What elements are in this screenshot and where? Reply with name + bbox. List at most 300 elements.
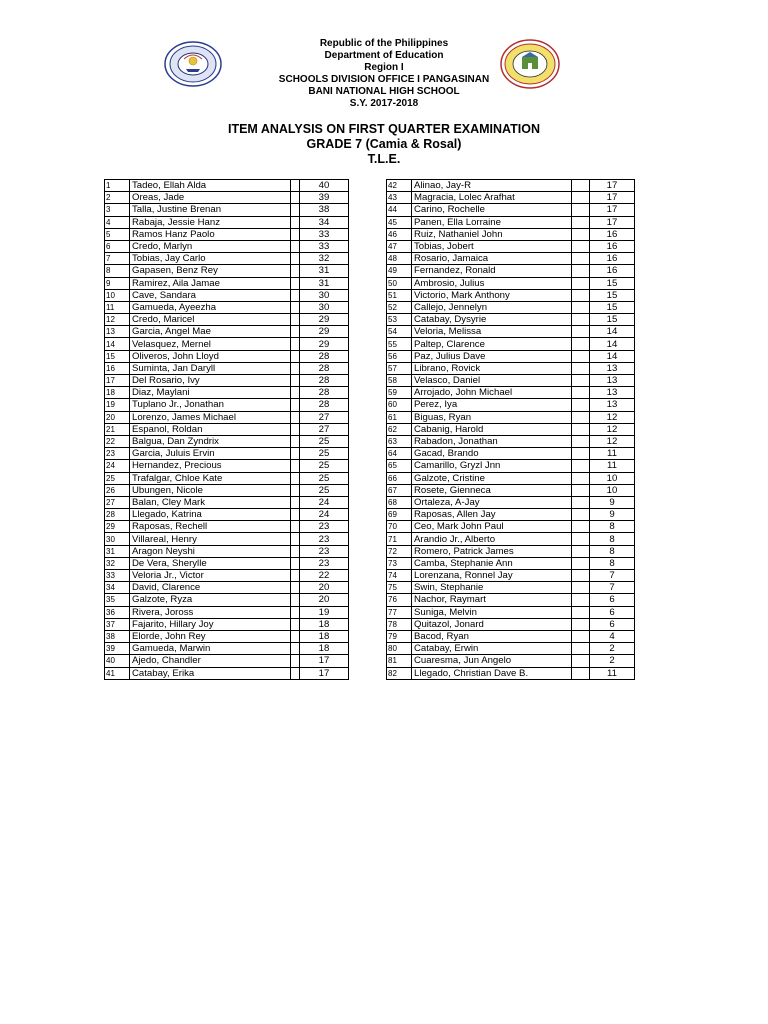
student-name: Camarillo, Gryzl Jnn: [412, 460, 572, 472]
table-row: [387, 509, 635, 521]
student-name: Ramos Hanz Paolo: [130, 228, 291, 240]
row-number: 61: [387, 411, 412, 423]
row-number: 21: [105, 423, 130, 435]
student-score: 27: [300, 411, 349, 423]
spacer-cell: [291, 423, 300, 435]
spacer-cell: [572, 667, 590, 679]
table-row: [105, 301, 349, 313]
table-row: [105, 253, 349, 265]
spacer-cell: [572, 265, 590, 277]
student-name: Lorenzo, James Michael: [130, 411, 291, 423]
spacer-cell: [291, 435, 300, 447]
title-grade: GRADE 7 (Camia & Rosal): [306, 137, 462, 151]
table-row: [387, 350, 635, 362]
spacer-cell: [291, 399, 300, 411]
spacer-cell: [291, 240, 300, 252]
document-header: [0, 38, 768, 110]
spacer-cell: [572, 484, 590, 496]
row-number: 67: [387, 484, 412, 496]
student-score: 9: [590, 509, 635, 521]
student-name: Biguas, Ryan: [412, 411, 572, 423]
student-name: Balan, Cley Mark: [130, 496, 291, 508]
student-name: Tadeo, Ellah Alda: [130, 180, 291, 192]
spacer-cell: [291, 362, 300, 374]
row-number: 36: [105, 606, 130, 618]
spacer-cell: [572, 606, 590, 618]
table-row: [387, 326, 635, 338]
row-number: 22: [105, 435, 130, 447]
spacer-cell: [291, 630, 300, 642]
row-number: 38: [105, 630, 130, 642]
row-number: 64: [387, 448, 412, 460]
spacer-cell: [291, 545, 300, 557]
student-score: 18: [300, 618, 349, 630]
table-row: [387, 192, 635, 204]
row-number: 46: [387, 228, 412, 240]
table-row: [387, 289, 635, 301]
row-number: 42: [387, 180, 412, 192]
student-name: Galzote, Cristine: [412, 472, 572, 484]
row-number: 63: [387, 435, 412, 447]
row-number: 49: [387, 265, 412, 277]
row-number: 62: [387, 423, 412, 435]
row-number: 23: [105, 448, 130, 460]
student-name: Arrojado, John Michael: [412, 387, 572, 399]
student-name: Gacad, Brando: [412, 448, 572, 460]
student-name: Suminta, Jan Daryll: [130, 362, 291, 374]
student-score: 29: [300, 314, 349, 326]
student-name: Veloria Jr., Victor: [130, 570, 291, 582]
row-number: 77: [387, 606, 412, 618]
row-number: 24: [105, 460, 130, 472]
row-number: 55: [387, 338, 412, 350]
student-name: Rabadon, Jonathan: [412, 435, 572, 447]
table-row: [105, 448, 349, 460]
table-row: [105, 180, 349, 192]
row-number: 44: [387, 204, 412, 216]
student-name: Fajarito, Hillary Joy: [130, 618, 291, 630]
table-row: [105, 594, 349, 606]
row-number: 68: [387, 496, 412, 508]
student-name: Velasquez, Mernel: [130, 338, 291, 350]
table-row: [387, 314, 635, 326]
student-name: Gamueda, Ayeezha: [130, 301, 291, 313]
scores-table-left: [104, 179, 349, 680]
student-score: 25: [300, 472, 349, 484]
table-row: [105, 216, 349, 228]
student-score: 33: [300, 228, 349, 240]
student-name: Rosario, Jamaica: [412, 253, 572, 265]
student-score: 7: [590, 570, 635, 582]
student-score: 28: [300, 362, 349, 374]
student-score: 17: [300, 667, 349, 679]
table-row: [105, 655, 349, 667]
student-score: 8: [590, 533, 635, 545]
table-row: [387, 423, 635, 435]
student-score: 16: [590, 240, 635, 252]
student-score: 32: [300, 253, 349, 265]
spacer-cell: [291, 557, 300, 569]
student-name: Cabanig, Harold: [412, 423, 572, 435]
spacer-cell: [572, 375, 590, 387]
student-score: 6: [590, 594, 635, 606]
row-number: 14: [105, 338, 130, 350]
student-score: 17: [590, 180, 635, 192]
row-number: 75: [387, 582, 412, 594]
student-score: 12: [590, 435, 635, 447]
student-score: 38: [300, 204, 349, 216]
table-row: [387, 448, 635, 460]
student-name: Suniga, Melvin: [412, 606, 572, 618]
row-number: 33: [105, 570, 130, 582]
table-row: [105, 399, 349, 411]
student-name: Credo, Marlyn: [130, 240, 291, 252]
spacer-cell: [572, 509, 590, 521]
spacer-cell: [291, 228, 300, 240]
spacer-cell: [572, 460, 590, 472]
spacer-cell: [572, 314, 590, 326]
student-score: 30: [300, 301, 349, 313]
row-number: 79: [387, 630, 412, 642]
header-country: Republic of the Philippines: [319, 38, 449, 49]
row-number: 34: [105, 582, 130, 594]
table-row: [105, 228, 349, 240]
table-row: [387, 630, 635, 642]
spacer-cell: [572, 448, 590, 460]
student-name: Rivera, Joross: [130, 606, 291, 618]
table-row: [387, 570, 635, 582]
row-number: 80: [387, 643, 412, 655]
row-number: 29: [105, 521, 130, 533]
title-subject: T.L.E.: [367, 152, 401, 166]
student-score: 16: [590, 228, 635, 240]
row-number: 1: [105, 180, 130, 192]
student-name: Raposas, Allen Jay: [412, 509, 572, 521]
table-row: [387, 521, 635, 533]
student-name: Callejo, Jennelyn: [412, 301, 572, 313]
student-score: 17: [590, 204, 635, 216]
row-number: 17: [105, 375, 130, 387]
student-score: 23: [300, 545, 349, 557]
spacer-cell: [291, 216, 300, 228]
student-score: 13: [590, 387, 635, 399]
student-name: Catabay, Erwin: [412, 643, 572, 655]
spacer-cell: [291, 484, 300, 496]
row-number: 35: [105, 594, 130, 606]
spacer-cell: [572, 472, 590, 484]
spacer-cell: [572, 387, 590, 399]
student-name: Lorenzana, Ronnel Jay: [412, 570, 572, 582]
row-number: 52: [387, 301, 412, 313]
table-row: [105, 618, 349, 630]
row-number: 4: [105, 216, 130, 228]
table-row: [387, 533, 635, 545]
spacer-cell: [291, 496, 300, 508]
student-name: Librano, Rovick: [412, 362, 572, 374]
student-name: Nachor, Raymart: [412, 594, 572, 606]
row-number: 71: [387, 533, 412, 545]
spacer-cell: [572, 533, 590, 545]
table-row: [387, 240, 635, 252]
student-score: 23: [300, 521, 349, 533]
spacer-cell: [572, 204, 590, 216]
student-score: 15: [590, 289, 635, 301]
table-row: [387, 435, 635, 447]
student-name: Ajedo, Chandler: [130, 655, 291, 667]
table-row: [105, 375, 349, 387]
student-score: 20: [300, 582, 349, 594]
table-row: [387, 180, 635, 192]
table-row: [387, 545, 635, 557]
student-name: Ortaleza, A-Jay: [412, 496, 572, 508]
table-row: [105, 423, 349, 435]
student-score: 28: [300, 375, 349, 387]
student-name: De Vera, Sherylle: [130, 557, 291, 569]
student-score: 13: [590, 375, 635, 387]
student-name: Tobias, Jobert: [412, 240, 572, 252]
student-score: 14: [590, 326, 635, 338]
spacer-cell: [572, 570, 590, 582]
header-department: Department of Education: [324, 50, 444, 61]
table-row: [387, 228, 635, 240]
spacer-cell: [572, 496, 590, 508]
row-number: 78: [387, 618, 412, 630]
row-number: 48: [387, 253, 412, 265]
table-row: [105, 314, 349, 326]
spacer-cell: [291, 180, 300, 192]
table-row: [105, 192, 349, 204]
spacer-cell: [291, 326, 300, 338]
student-name: Velasco, Daniel: [412, 375, 572, 387]
spacer-cell: [572, 655, 590, 667]
row-number: 41: [105, 667, 130, 679]
student-score: 34: [300, 216, 349, 228]
row-number: 50: [387, 277, 412, 289]
row-number: 11: [105, 301, 130, 313]
row-number: 8: [105, 265, 130, 277]
table-row: [387, 216, 635, 228]
student-score: 27: [300, 423, 349, 435]
table-row: [105, 521, 349, 533]
table-row: [105, 204, 349, 216]
student-score: 31: [300, 277, 349, 289]
row-number: 20: [105, 411, 130, 423]
row-number: 51: [387, 289, 412, 301]
table-row: [387, 618, 635, 630]
student-score: 17: [590, 192, 635, 204]
student-name: Paltep, Clarence: [412, 338, 572, 350]
student-name: Ambrosio, Julius: [412, 277, 572, 289]
table-row: [105, 362, 349, 374]
row-number: 5: [105, 228, 130, 240]
student-name: Oliveros, John Lloyd: [130, 350, 291, 362]
student-score: 24: [300, 509, 349, 521]
student-score: 28: [300, 387, 349, 399]
spacer-cell: [291, 411, 300, 423]
row-number: 2: [105, 192, 130, 204]
student-name: Rabaja, Jessie Hanz: [130, 216, 291, 228]
spacer-cell: [572, 301, 590, 313]
row-number: 82: [387, 667, 412, 679]
spacer-cell: [291, 521, 300, 533]
student-score: 14: [590, 350, 635, 362]
student-score: 20: [300, 594, 349, 606]
student-name: Alinao, Jay-R: [412, 180, 572, 192]
student-name: Fernandez, Ronald: [412, 265, 572, 277]
table-row: [387, 472, 635, 484]
student-score: 13: [590, 362, 635, 374]
spacer-cell: [572, 618, 590, 630]
student-name: Catabay, Dysyrie: [412, 314, 572, 326]
row-number: 53: [387, 314, 412, 326]
row-number: 27: [105, 496, 130, 508]
header-school: BANI NATIONAL HIGH SCHOOL: [308, 86, 460, 97]
row-number: 25: [105, 472, 130, 484]
spacer-cell: [572, 192, 590, 204]
student-score: 11: [590, 667, 635, 679]
spacer-cell: [572, 240, 590, 252]
student-score: 22: [300, 570, 349, 582]
table-row: [105, 289, 349, 301]
student-name: David, Clarence: [130, 582, 291, 594]
spacer-cell: [572, 338, 590, 350]
row-number: 69: [387, 509, 412, 521]
student-name: Llegado, Christian Dave B.: [412, 667, 572, 679]
row-number: 13: [105, 326, 130, 338]
table-row: [105, 509, 349, 521]
spacer-cell: [291, 448, 300, 460]
student-name: Elorde, John Rey: [130, 630, 291, 642]
table-row: [105, 338, 349, 350]
table-row: [387, 411, 635, 423]
table-row: [105, 472, 349, 484]
table-row: [105, 484, 349, 496]
student-name: Talla, Justine Brenan: [130, 204, 291, 216]
row-number: 37: [105, 618, 130, 630]
spacer-cell: [572, 399, 590, 411]
spacer-cell: [572, 557, 590, 569]
student-name: Credo, Maricel: [130, 314, 291, 326]
table-row: [105, 643, 349, 655]
student-name: Swin, Stephanie: [412, 582, 572, 594]
spacer-cell: [572, 326, 590, 338]
row-number: 65: [387, 460, 412, 472]
spacer-cell: [291, 375, 300, 387]
student-score: 14: [590, 338, 635, 350]
student-score: 11: [590, 460, 635, 472]
student-score: 18: [300, 630, 349, 642]
student-name: Trafalgar, Chloe Kate: [130, 472, 291, 484]
student-name: Magracia, Lolec Arafhat: [412, 192, 572, 204]
spacer-cell: [291, 533, 300, 545]
row-number: 58: [387, 375, 412, 387]
student-score: 17: [300, 655, 349, 667]
spacer-cell: [572, 521, 590, 533]
student-name: Arandio Jr., Alberto: [412, 533, 572, 545]
row-number: 40: [105, 655, 130, 667]
student-score: 6: [590, 606, 635, 618]
student-name: Diaz, Maylani: [130, 387, 291, 399]
spacer-cell: [291, 192, 300, 204]
student-name: Aragon Neyshi: [130, 545, 291, 557]
table-row: [387, 375, 635, 387]
table-row: [105, 326, 349, 338]
spacer-cell: [291, 472, 300, 484]
row-number: 70: [387, 521, 412, 533]
table-row: [387, 643, 635, 655]
title-main: ITEM ANALYSIS ON FIRST QUARTER EXAMINATION: [227, 122, 541, 136]
student-score: 31: [300, 265, 349, 277]
table-row: [105, 570, 349, 582]
table-row: [387, 204, 635, 216]
table-row: [105, 545, 349, 557]
student-score: 10: [590, 484, 635, 496]
student-name: Garcia, Juluis Ervin: [130, 448, 291, 460]
table-row: [105, 277, 349, 289]
student-name: Llegado, Katrina: [130, 509, 291, 521]
student-score: 28: [300, 399, 349, 411]
spacer-cell: [572, 277, 590, 289]
row-number: 81: [387, 655, 412, 667]
row-number: 56: [387, 350, 412, 362]
table-row: [105, 667, 349, 679]
table-row: [105, 582, 349, 594]
spacer-cell: [572, 630, 590, 642]
table-row: [387, 399, 635, 411]
spacer-cell: [291, 594, 300, 606]
row-number: 26: [105, 484, 130, 496]
table-row: [105, 387, 349, 399]
student-score: 25: [300, 435, 349, 447]
student-name: Del Rosario, Ivy: [130, 375, 291, 387]
row-number: 3: [105, 204, 130, 216]
student-name: Garcia, Angel Mae: [130, 326, 291, 338]
student-name: Gapasen, Benz Rey: [130, 265, 291, 277]
spacer-cell: [291, 338, 300, 350]
table-row: [105, 630, 349, 642]
table-row: [387, 460, 635, 472]
student-score: 7: [590, 582, 635, 594]
student-score: 25: [300, 460, 349, 472]
student-name: Tuplano Jr., Jonathan: [130, 399, 291, 411]
student-score: 29: [300, 326, 349, 338]
spacer-cell: [572, 362, 590, 374]
spacer-cell: [291, 570, 300, 582]
student-score: 13: [590, 399, 635, 411]
spacer-cell: [572, 216, 590, 228]
spacer-cell: [572, 643, 590, 655]
table-row: [387, 582, 635, 594]
table-row: [387, 362, 635, 374]
spacer-cell: [572, 435, 590, 447]
student-name: Ruiz, Nathaniel John: [412, 228, 572, 240]
student-score: 40: [300, 180, 349, 192]
student-score: 8: [590, 521, 635, 533]
student-name: Perez, Iya: [412, 399, 572, 411]
spacer-cell: [291, 253, 300, 265]
row-number: 66: [387, 472, 412, 484]
table-row: [387, 338, 635, 350]
spacer-cell: [572, 289, 590, 301]
student-score: 15: [590, 314, 635, 326]
row-number: 43: [387, 192, 412, 204]
student-score: 16: [590, 253, 635, 265]
spacer-cell: [572, 411, 590, 423]
student-name: Espanol, Roldan: [130, 423, 291, 435]
spacer-cell: [291, 667, 300, 679]
student-name: Ceo, Mark John Paul: [412, 521, 572, 533]
student-score: 12: [590, 411, 635, 423]
